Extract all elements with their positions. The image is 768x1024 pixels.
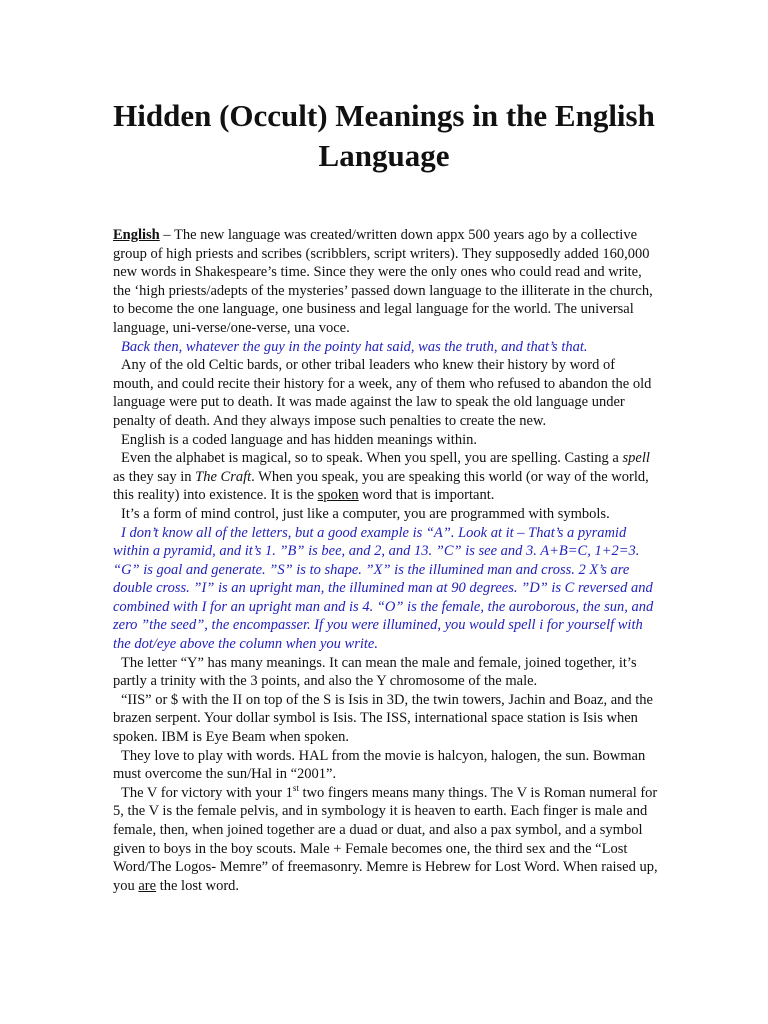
title-line-1: Hidden (Occult) Meanings in the English bbox=[113, 98, 655, 133]
paragraph-iis-dollar: “IIS” or $ with the II on top of the S is Isis in 3D, the twin towers, Jachin and Boaz, and the brazen serpent. Your dollar symbol is Isis. The ISS, international space station is Isis when spoken. IBM is Eye Beam when spoken. bbox=[113, 691, 653, 746]
term-english: English bbox=[113, 227, 160, 243]
paragraph-pointy-hat: Back then, whatever the guy in the pointy hat said, was the truth, and that’s that. bbox=[121, 338, 588, 355]
paragraph-text: two fingers means many things. The V is Roman numeral for 5, the V is the female pelvis, and in symbology it is heaven to earth. Each finger is male and female, then, when joined together are a duad or duat, and also a pax symbol, and a symbol given to boys in the boy scouts. Male + Female becomes one, the third sex and the “Lost Word/The Logos- Memre” of freemasonry. Memre is Hebrew for Lost Word. When raised up, you bbox=[113, 784, 658, 894]
word-spoken: spoken bbox=[317, 487, 359, 504]
paragraph-text: Even the alphabet is magical, so to speak. When you spell, you are spelling. Casting a bbox=[121, 450, 623, 467]
page-title bbox=[0, 96, 768, 176]
paragraph-letter-y: The letter “Y” has many meanings. It can mean the male and female, joined together, it’s partly a trinity with the 3 points, and also the Y chromosome of the male. bbox=[113, 654, 637, 690]
paragraph-text: – The new language was created/written down appx 500 years ago by a collective group of high priests and scribes (scribblers, script writers). They supposedly added 160,000 new words in Shakespeare’s time. Since they were the only ones who could read and write, the ‘high priests/adepts of the mysteries’ passed down language to the illiterate in the church, to become the one language, one business and legal language for the world. The universal language, uni-verse/one-verse, una voce. bbox=[113, 227, 653, 336]
word-are: are bbox=[138, 877, 157, 894]
paragraph-coded-language: English is a coded language and has hidden meanings within. bbox=[121, 431, 477, 448]
paragraph-mind-control: It’s a form of mind control, just like a computer, you are programmed with symbols. bbox=[121, 505, 610, 522]
paragraph-alphabet-magical bbox=[113, 449, 659, 505]
paragraph-celtic-bards: Any of the old Celtic bards, or other tribal leaders who knew their history by word of mouth, and could recite their history for a week, any of them who refused to abandon the old language were put to death. It was made against the law to speak the old language under penalty of death. And they always impose such penalties to create the new. bbox=[113, 357, 652, 429]
paragraph-hal: They love to play with words. HAL from the movie is halcyon, halogen, the sun. Bowman must overcome the sun/Hal in “2001”. bbox=[113, 747, 646, 783]
paragraph-letters-meanings: I don’t know all of the letters, but a good example is “A”. Look at it – That’s a pyramid within a pyramid, and it’s 1. ”B” is bee, and 2, and 13. ”C” is see and 3. A+B=C, 1+2=3. “G” is goal and generate. ”S” is to shape. ”X” is the illumined man and cross. 2 X’s are double cross. ”I” is an upright man, the illumined man at 90 degrees. ”D” is C reversed and combined with I for an upright man and is 4. “O” is the female, the auroborous, the sun, and zero ”the seed”, the encompasser. If you were illumined, you would spell i for yourself with the dot/eye above the column when you write. bbox=[113, 524, 654, 653]
paragraph-text: as they say in bbox=[113, 468, 196, 485]
paragraph-text: the lost word. bbox=[156, 877, 240, 894]
paragraph-text: word that is important. bbox=[358, 487, 495, 504]
paragraph-v-for-victory bbox=[113, 784, 659, 896]
paragraph-text: The V for victory with your 1 bbox=[121, 784, 293, 801]
superscript-st: st bbox=[292, 782, 299, 793]
paragraph-english-definition bbox=[113, 226, 659, 338]
title-line-2: Language bbox=[318, 138, 450, 173]
paragraph-text: . When you speak, you are speaking this world (or way of the world, this reality) into existence. It is the bbox=[113, 468, 649, 504]
document-body bbox=[113, 226, 659, 895]
title-the-craft: The Craft bbox=[195, 468, 252, 485]
word-spell: spell bbox=[622, 450, 650, 467]
